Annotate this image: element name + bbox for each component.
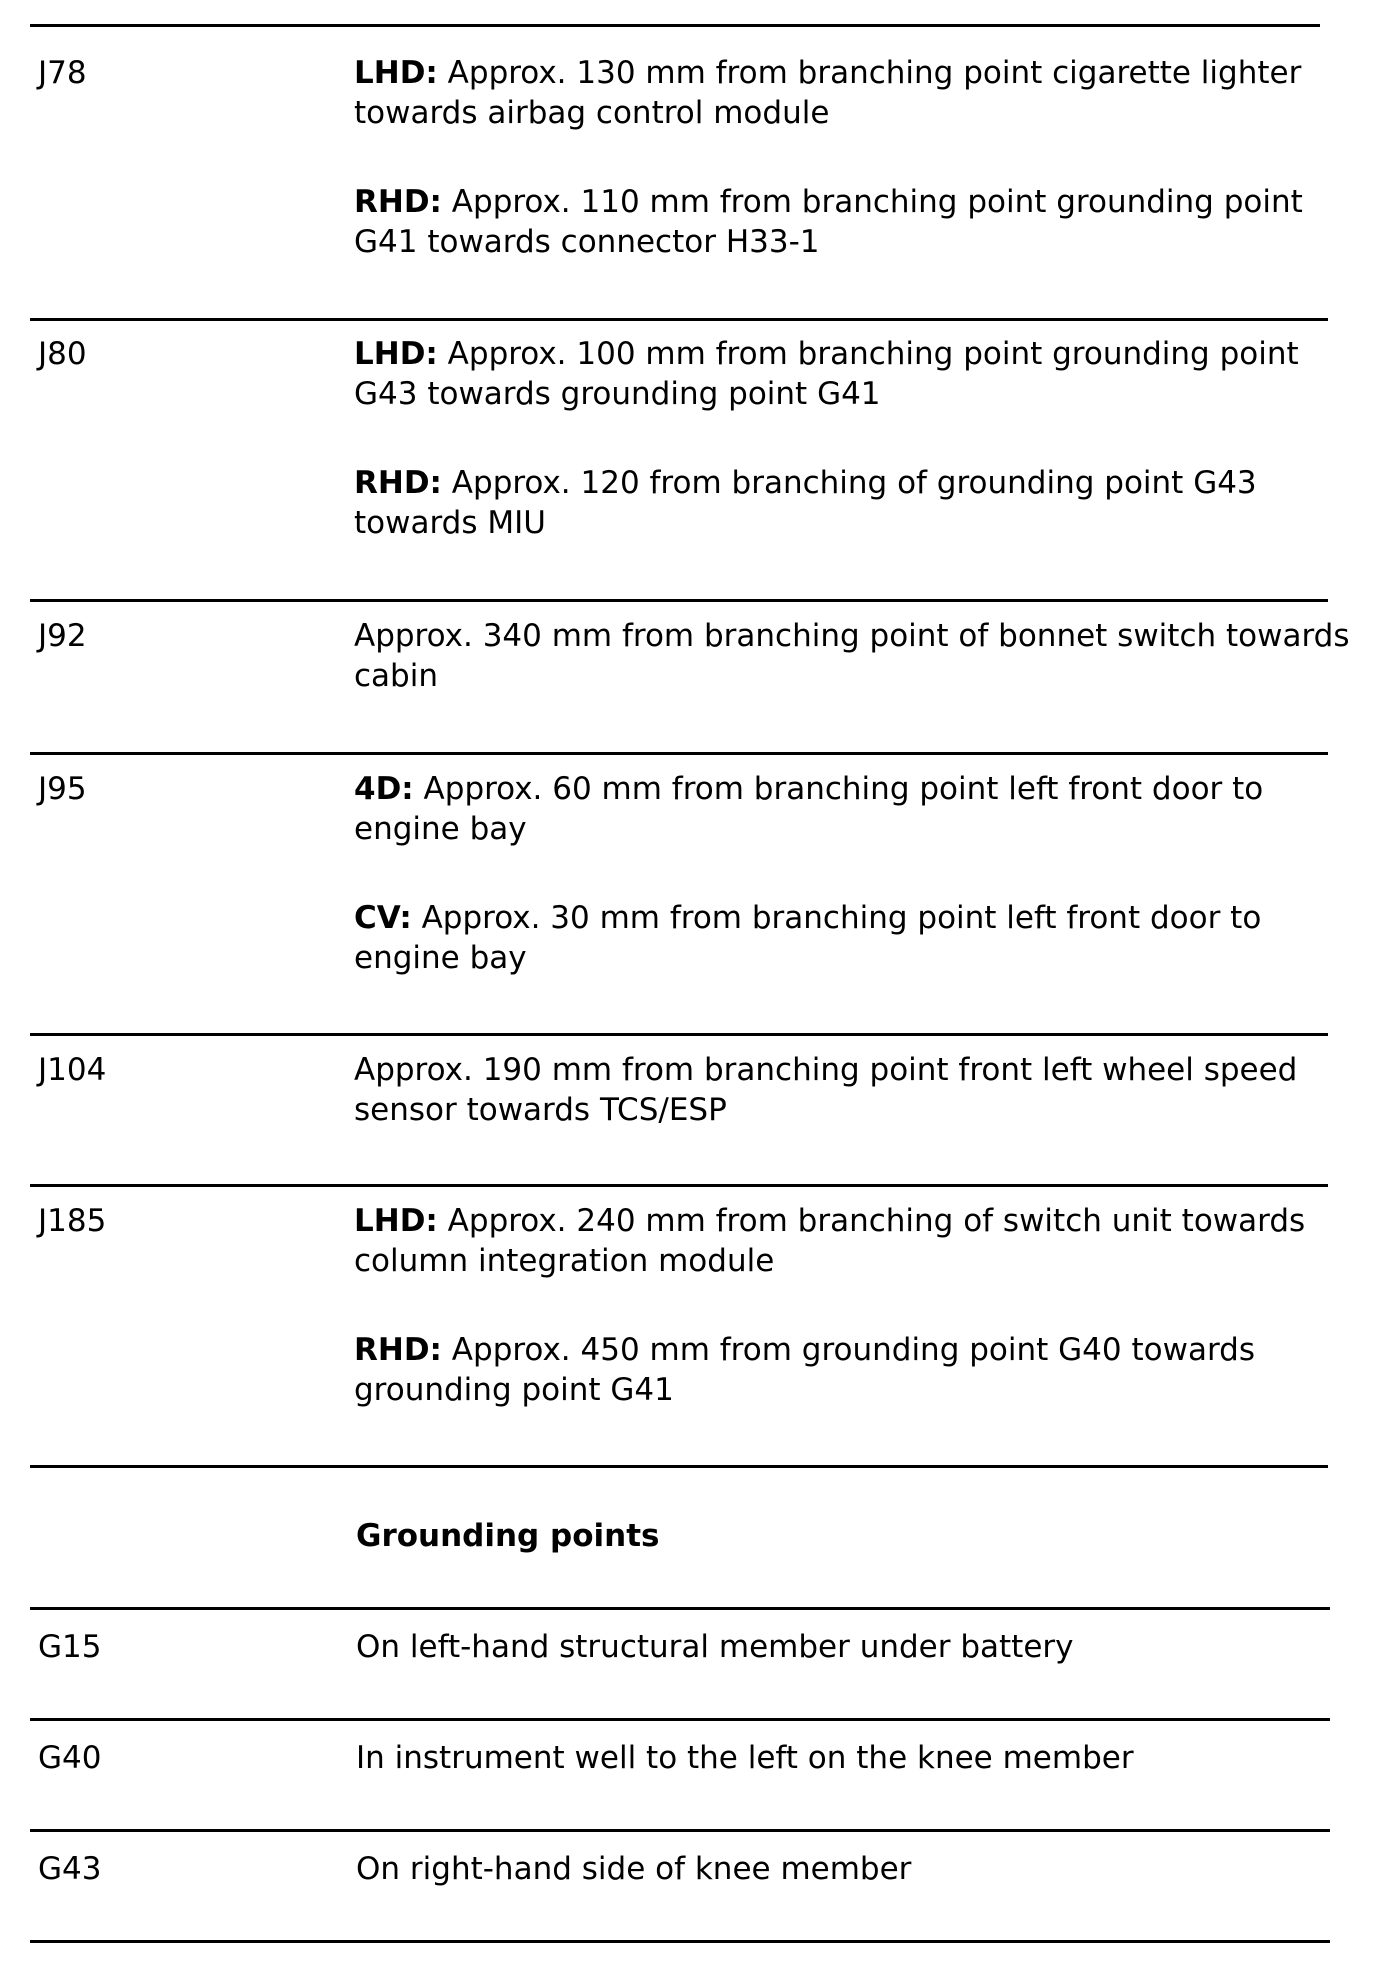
- grounding-point-id: G15: [38, 1629, 102, 1665]
- row-divider: [30, 599, 1328, 602]
- connector-id: J104: [38, 1052, 107, 1088]
- connector-id: J185: [38, 1203, 107, 1239]
- location-text: Approx. 60 mm from branching point left front door to engine bay: [354, 771, 1264, 847]
- connector-location: [354, 334, 1354, 543]
- connector-location: [354, 1050, 1354, 1130]
- location-text: Approx. 110 mm from branching point grounding point G41 towards connector H33-1: [354, 184, 1303, 260]
- location-paragraph: [354, 1050, 1354, 1130]
- location-text: Approx. 450 mm from grounding point G40 towards grounding point G41: [354, 1332, 1255, 1408]
- location-paragraph: [354, 898, 1354, 978]
- connector-id: J78: [38, 55, 87, 91]
- top-rule: [30, 24, 1320, 27]
- row-divider: [30, 1718, 1330, 1721]
- grounding-point-location: On right-hand side of knee member: [356, 1851, 912, 1887]
- grounding-point-id: G43: [38, 1851, 102, 1887]
- variant-label: RHD:: [354, 1332, 442, 1368]
- grounding-point-location: On left-hand structural member under battery: [356, 1629, 1074, 1665]
- row-divider: [30, 1033, 1328, 1036]
- location-text: Approx. 340 mm from branching point of bonnet switch towards cabin: [354, 618, 1350, 694]
- location-text: Approx. 190 mm from branching point front left wheel speed sensor towards TCS/ESP: [354, 1052, 1298, 1128]
- connector-location: [354, 616, 1354, 696]
- row-divider: [30, 318, 1328, 321]
- row-divider: [30, 1465, 1328, 1468]
- variant-label: CV:: [354, 900, 412, 936]
- variant-label: RHD:: [354, 184, 442, 220]
- variant-label: LHD:: [354, 55, 438, 91]
- grounding-point-id: G40: [38, 1740, 102, 1776]
- location-paragraph: [354, 53, 1354, 133]
- connector-location: [354, 769, 1354, 978]
- location-text: Approx. 240 mm from branching of switch unit towards column integration module: [354, 1203, 1306, 1279]
- connector-id: J95: [38, 771, 87, 807]
- location-paragraph: [354, 616, 1354, 696]
- row-divider: [30, 1829, 1330, 1832]
- row-divider: [30, 752, 1328, 755]
- location-paragraph: [354, 463, 1354, 543]
- location-paragraph: [354, 334, 1354, 414]
- grounding-point-location: In instrument well to the left on the knee member: [356, 1740, 1134, 1776]
- location-paragraph: [354, 769, 1354, 849]
- row-divider: [30, 1607, 1330, 1610]
- location-text: Approx. 30 mm from branching point left front door to engine bay: [354, 900, 1262, 976]
- variant-label: RHD:: [354, 465, 442, 501]
- section-heading-grounding-points: Grounding points: [356, 1518, 660, 1554]
- location-paragraph: [354, 182, 1354, 262]
- location-text: Approx. 130 mm from branching point cigarette lighter towards airbag control module: [354, 55, 1302, 131]
- row-divider: [30, 1184, 1328, 1187]
- connector-id: J80: [38, 336, 87, 372]
- variant-label: 4D:: [354, 771, 414, 807]
- connector-location: [354, 1201, 1354, 1410]
- location-text: Approx. 100 mm from branching point grounding point G43 towards grounding point G41: [354, 336, 1299, 412]
- bottom-rule: [30, 1940, 1330, 1943]
- connector-id: J92: [38, 618, 87, 654]
- variant-label: LHD:: [354, 336, 438, 372]
- connector-location: [354, 53, 1354, 262]
- location-paragraph: [354, 1330, 1354, 1410]
- location-text: Approx. 120 from branching of grounding point G43 towards MIU: [354, 465, 1257, 541]
- variant-label: LHD:: [354, 1203, 438, 1239]
- location-paragraph: [354, 1201, 1354, 1281]
